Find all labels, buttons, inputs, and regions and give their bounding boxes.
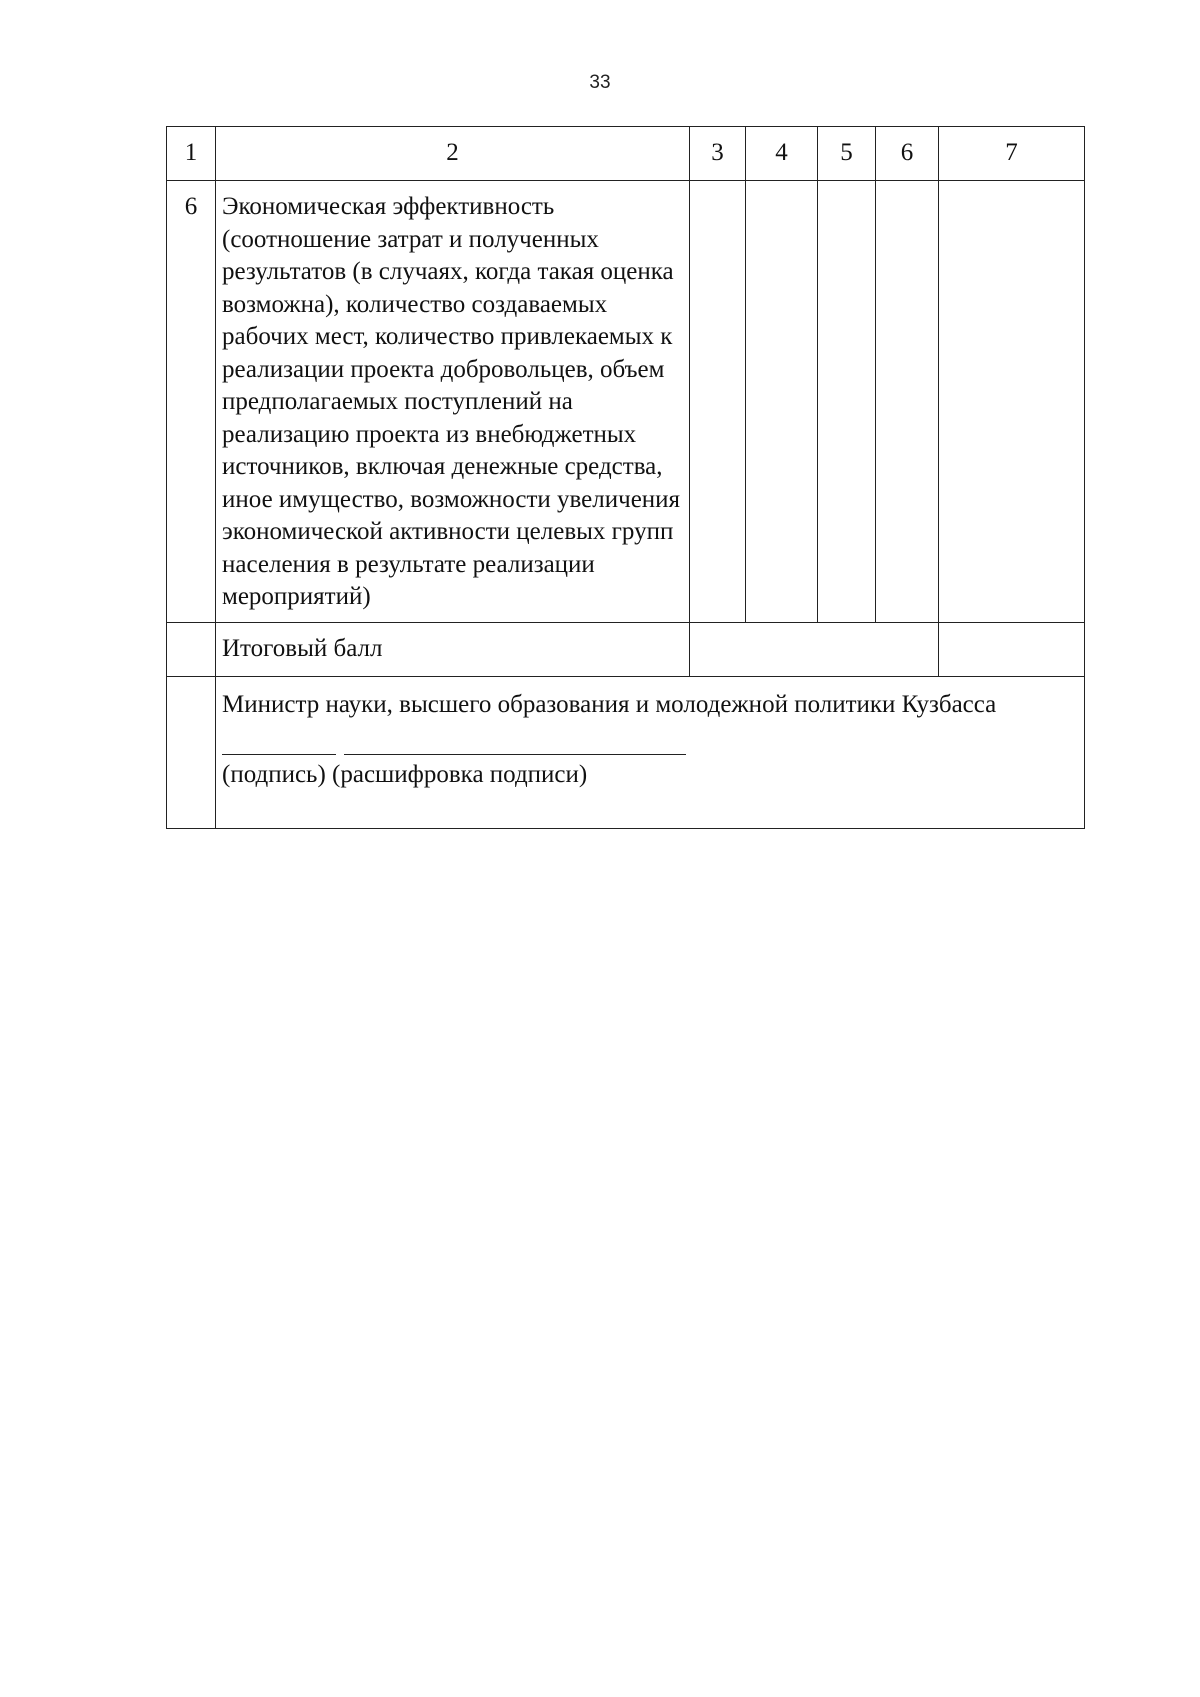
score-cell	[818, 181, 876, 623]
signature-transcript-line	[344, 754, 686, 755]
signature-title: Министр науки, высшего образования и молодежной политики Кузбасса	[222, 690, 997, 718]
signature-caption: (подпись) (расшифровка подписи)	[222, 761, 588, 788]
criterion-text: Экономическая эффективность (соотношение затрат и полученных результатов (в случаях, когда такая оценка возможна), количество создаваемых рабочих мест, количество привлекаемых к реализации проекта добровольцев, объем предполагаемых поступлений на реализацию проекта из внебюджетных источников, включая денежные средства, иное имущество, возможности увеличения экономической активности целевых групп населения в результате реализации мероприятий)	[216, 181, 690, 623]
evaluation-table	[166, 126, 1085, 829]
header-cell: 4	[746, 127, 818, 181]
total-row	[167, 622, 1085, 676]
signature-line	[222, 754, 336, 755]
total-extra-cell	[939, 622, 1085, 676]
page-number: 33	[589, 72, 611, 93]
row-number: 6	[167, 181, 216, 623]
header-cell: 5	[818, 127, 876, 181]
table-row	[167, 181, 1085, 623]
signature-lines	[222, 729, 1078, 755]
header-row	[167, 127, 1085, 181]
header-cell: 6	[876, 127, 939, 181]
total-label: Итоговый балл	[216, 622, 690, 676]
empty-cell	[167, 676, 216, 828]
signature-block	[216, 676, 1085, 828]
header-cell: 2	[216, 127, 690, 181]
score-cell	[746, 181, 818, 623]
score-cell	[690, 181, 746, 623]
total-score-cell	[690, 622, 939, 676]
header-cell: 1	[167, 127, 216, 181]
empty-cell	[167, 622, 216, 676]
score-cell	[939, 181, 1085, 623]
header-cell: 7	[939, 127, 1085, 181]
header-cell: 3	[690, 127, 746, 181]
score-cell	[876, 181, 939, 623]
signature-row	[167, 676, 1085, 828]
